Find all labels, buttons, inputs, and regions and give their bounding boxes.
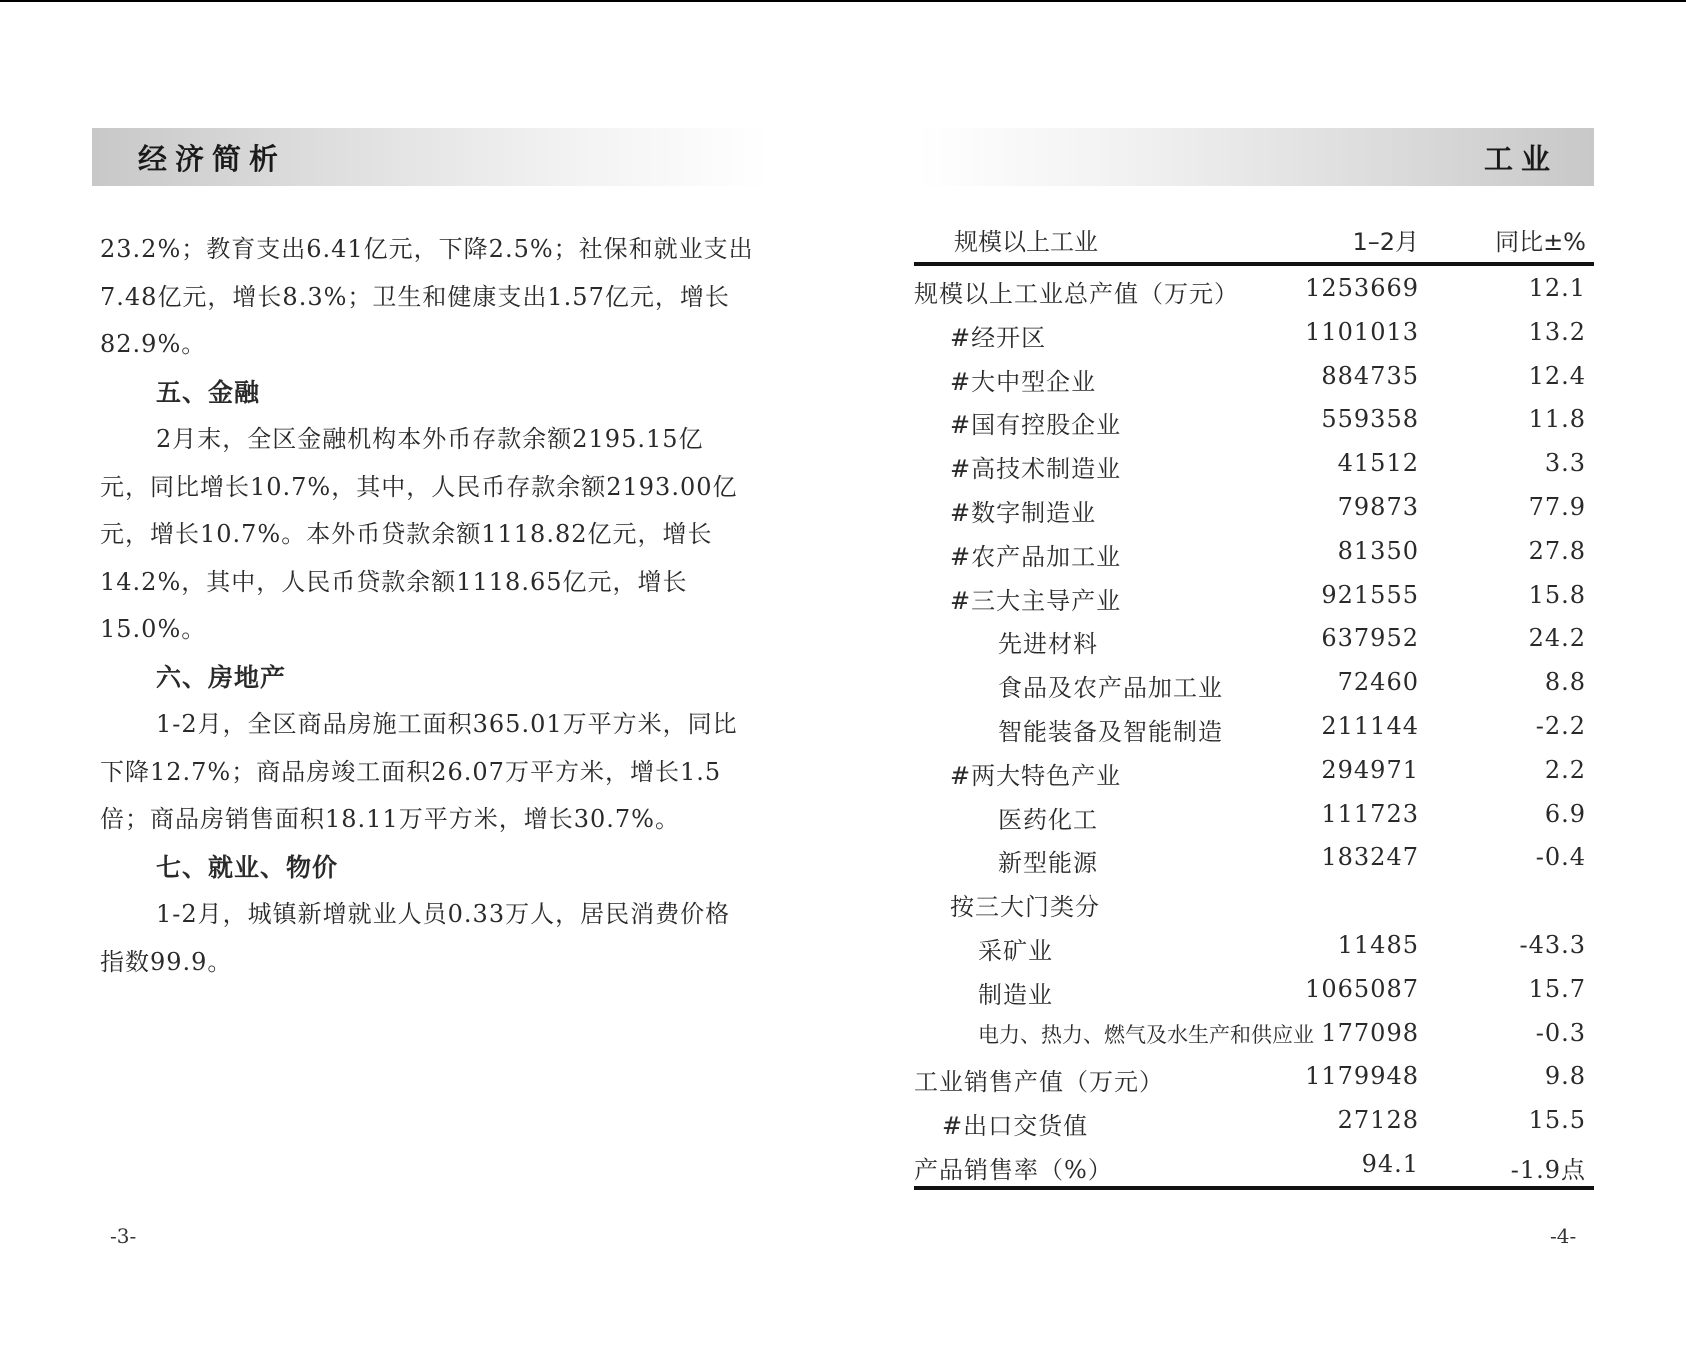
chapter-title-band [916,128,1594,186]
row-value: 177098 [1321,1018,1419,1047]
row-value: 81350 [1337,536,1419,565]
table-row [914,1142,1594,1186]
left-page-body [100,226,772,986]
row-value: 637952 [1321,624,1419,653]
text-line: 下降12.7%；商品房竣工面积26.07万平方米，增长1.5 [100,757,722,786]
text-line: 1-2月，城镇新增就业人员0.33万人，居民消费价格 [156,900,731,928]
row-label: 医药化工 [998,805,1098,834]
text-line: 1-2月，全区商品房施工面积365.01万平方米，同比 [156,710,738,738]
table-row [914,310,1594,354]
page-number-left: -3- [110,1224,137,1248]
row-yoy: -0.3 [1535,1018,1586,1047]
row-yoy: 6.9 [1544,799,1586,828]
row-yoy: 12.1 [1528,274,1586,302]
row-yoy: 11.8 [1528,405,1586,434]
row-yoy: 3.3 [1544,449,1586,478]
text-line: 23.2%；教育支出6.41亿元，下降2.5%；社保和就业支出 [100,235,754,263]
table-row [914,616,1594,660]
section-title-band [92,128,770,186]
table-row [914,748,1594,792]
row-value: 294971 [1321,755,1419,784]
finance-heading: 五、金融 [156,377,261,407]
table-row [914,835,1594,879]
row-label: 工业销售产值（万元） [914,1068,1164,1097]
row-label: #出口交货值 [942,1112,1089,1141]
row-yoy: 15.5 [1528,1106,1586,1135]
row-label: #经开区 [950,323,1047,352]
table-bottom-rule [914,1186,1594,1190]
table-row [914,485,1594,529]
row-yoy: 15.8 [1528,580,1586,609]
header-indicator: 规模以上工业 [954,228,1098,256]
row-yoy: 24.2 [1528,624,1586,653]
row-yoy: 9.8 [1544,1062,1586,1091]
table-row [914,1011,1594,1055]
table-row [914,441,1594,485]
employment-heading: 七、就业、物价 [156,852,339,882]
row-value: 72460 [1337,668,1419,697]
row-value: 1179948 [1305,1062,1419,1091]
table-row [914,660,1594,704]
row-value: 921555 [1321,580,1419,609]
row-yoy: -0.4 [1535,843,1586,872]
table-row [914,792,1594,836]
row-value: 884735 [1321,361,1419,390]
section-title: 经济简析 [138,141,287,176]
table-row [914,529,1594,573]
row-label: 新型能源 [998,849,1098,878]
text-line: 元，增长10.7%。本外币贷款余额1118.82亿元，增长 [100,520,713,548]
row-yoy: 8.8 [1544,668,1586,697]
row-label: 采矿业 [978,936,1053,965]
row-label: 产品销售率（%） [914,1155,1113,1184]
row-yoy: -2.2 [1535,711,1586,740]
row-yoy: 2.2 [1544,755,1586,784]
row-yoy: -1.9点 [1510,1155,1586,1184]
text-line: 元，同比增长10.7%，其中，人民币存款余额2193.00亿 [100,472,738,501]
text-line: 指数99.9。 [100,947,233,976]
table-row [914,1098,1594,1142]
table-row [914,923,1594,967]
row-label: #三大主导产业 [950,586,1122,615]
row-label: 按三大门类分 [950,893,1100,922]
row-value: 41512 [1337,449,1419,478]
row-yoy: 12.4 [1528,361,1586,390]
row-label: #农产品加工业 [950,542,1122,571]
table-row [914,397,1594,441]
row-label: #大中型企业 [950,367,1097,396]
page-number-right: -4- [1550,1224,1577,1248]
table-row [914,1054,1594,1098]
row-value: 79873 [1337,492,1419,521]
text-line: 7.48亿元，增长8.3%；卫生和健康支出1.57亿元，增长 [100,282,730,311]
text-line: 15.0%。 [100,615,207,643]
row-value: 94.1 [1361,1149,1419,1178]
row-yoy: 15.7 [1528,974,1586,1003]
row-yoy: 77.9 [1528,492,1586,521]
row-label: #国有控股企业 [950,411,1122,440]
table-row [914,967,1594,1011]
row-yoy: -43.3 [1519,930,1586,959]
row-value: 211144 [1321,711,1419,740]
text-line: 82.9%。 [100,330,207,358]
text-line: 倍；商品房销售面积18.11万平方米，增长30.7%。 [100,805,680,833]
table-body [914,266,1594,1186]
text-line: 14.2%，其中，人民币贷款余额1118.65亿元，增长 [100,567,688,596]
row-value: 1101013 [1305,317,1419,346]
row-value: 27128 [1337,1106,1419,1135]
row-label: 制造业 [978,980,1053,1009]
row-yoy: 13.2 [1528,317,1586,346]
row-label: 智能装备及智能制造 [998,717,1223,746]
row-label: 食品及农产品加工业 [998,674,1223,703]
header-period: 1–2月 [1352,228,1419,256]
row-label: 先进材料 [998,630,1098,659]
row-label: #高技术制造业 [950,455,1122,484]
table-row [914,879,1594,923]
table-row [914,704,1594,748]
row-value: 559358 [1321,405,1419,434]
row-label: #两大特色产业 [950,761,1122,790]
row-value: 11485 [1337,930,1419,959]
industry-stats-table [914,218,1594,1190]
table-row [914,354,1594,398]
row-label: 规模以上工业总产值（万元） [914,280,1239,308]
row-value: 111723 [1321,799,1419,828]
chapter-title: 工业 [1483,141,1558,176]
real-estate-heading: 六、房地产 [156,662,287,692]
table-header [914,218,1594,266]
row-label: #数字制造业 [950,498,1097,527]
table-row [914,573,1594,617]
text-line: 2月末，全区金融机构本外币存款余额2195.15亿 [156,425,704,453]
row-value: 1253669 [1305,274,1419,302]
row-yoy: 27.8 [1528,536,1586,565]
row-label: 电力、热力、燃气及水生产和供应业 [978,1022,1314,1047]
row-value: 1065087 [1305,974,1419,1003]
header-yoy: 同比±% [1495,228,1586,256]
table-row [914,266,1594,310]
row-value: 183247 [1321,843,1419,872]
